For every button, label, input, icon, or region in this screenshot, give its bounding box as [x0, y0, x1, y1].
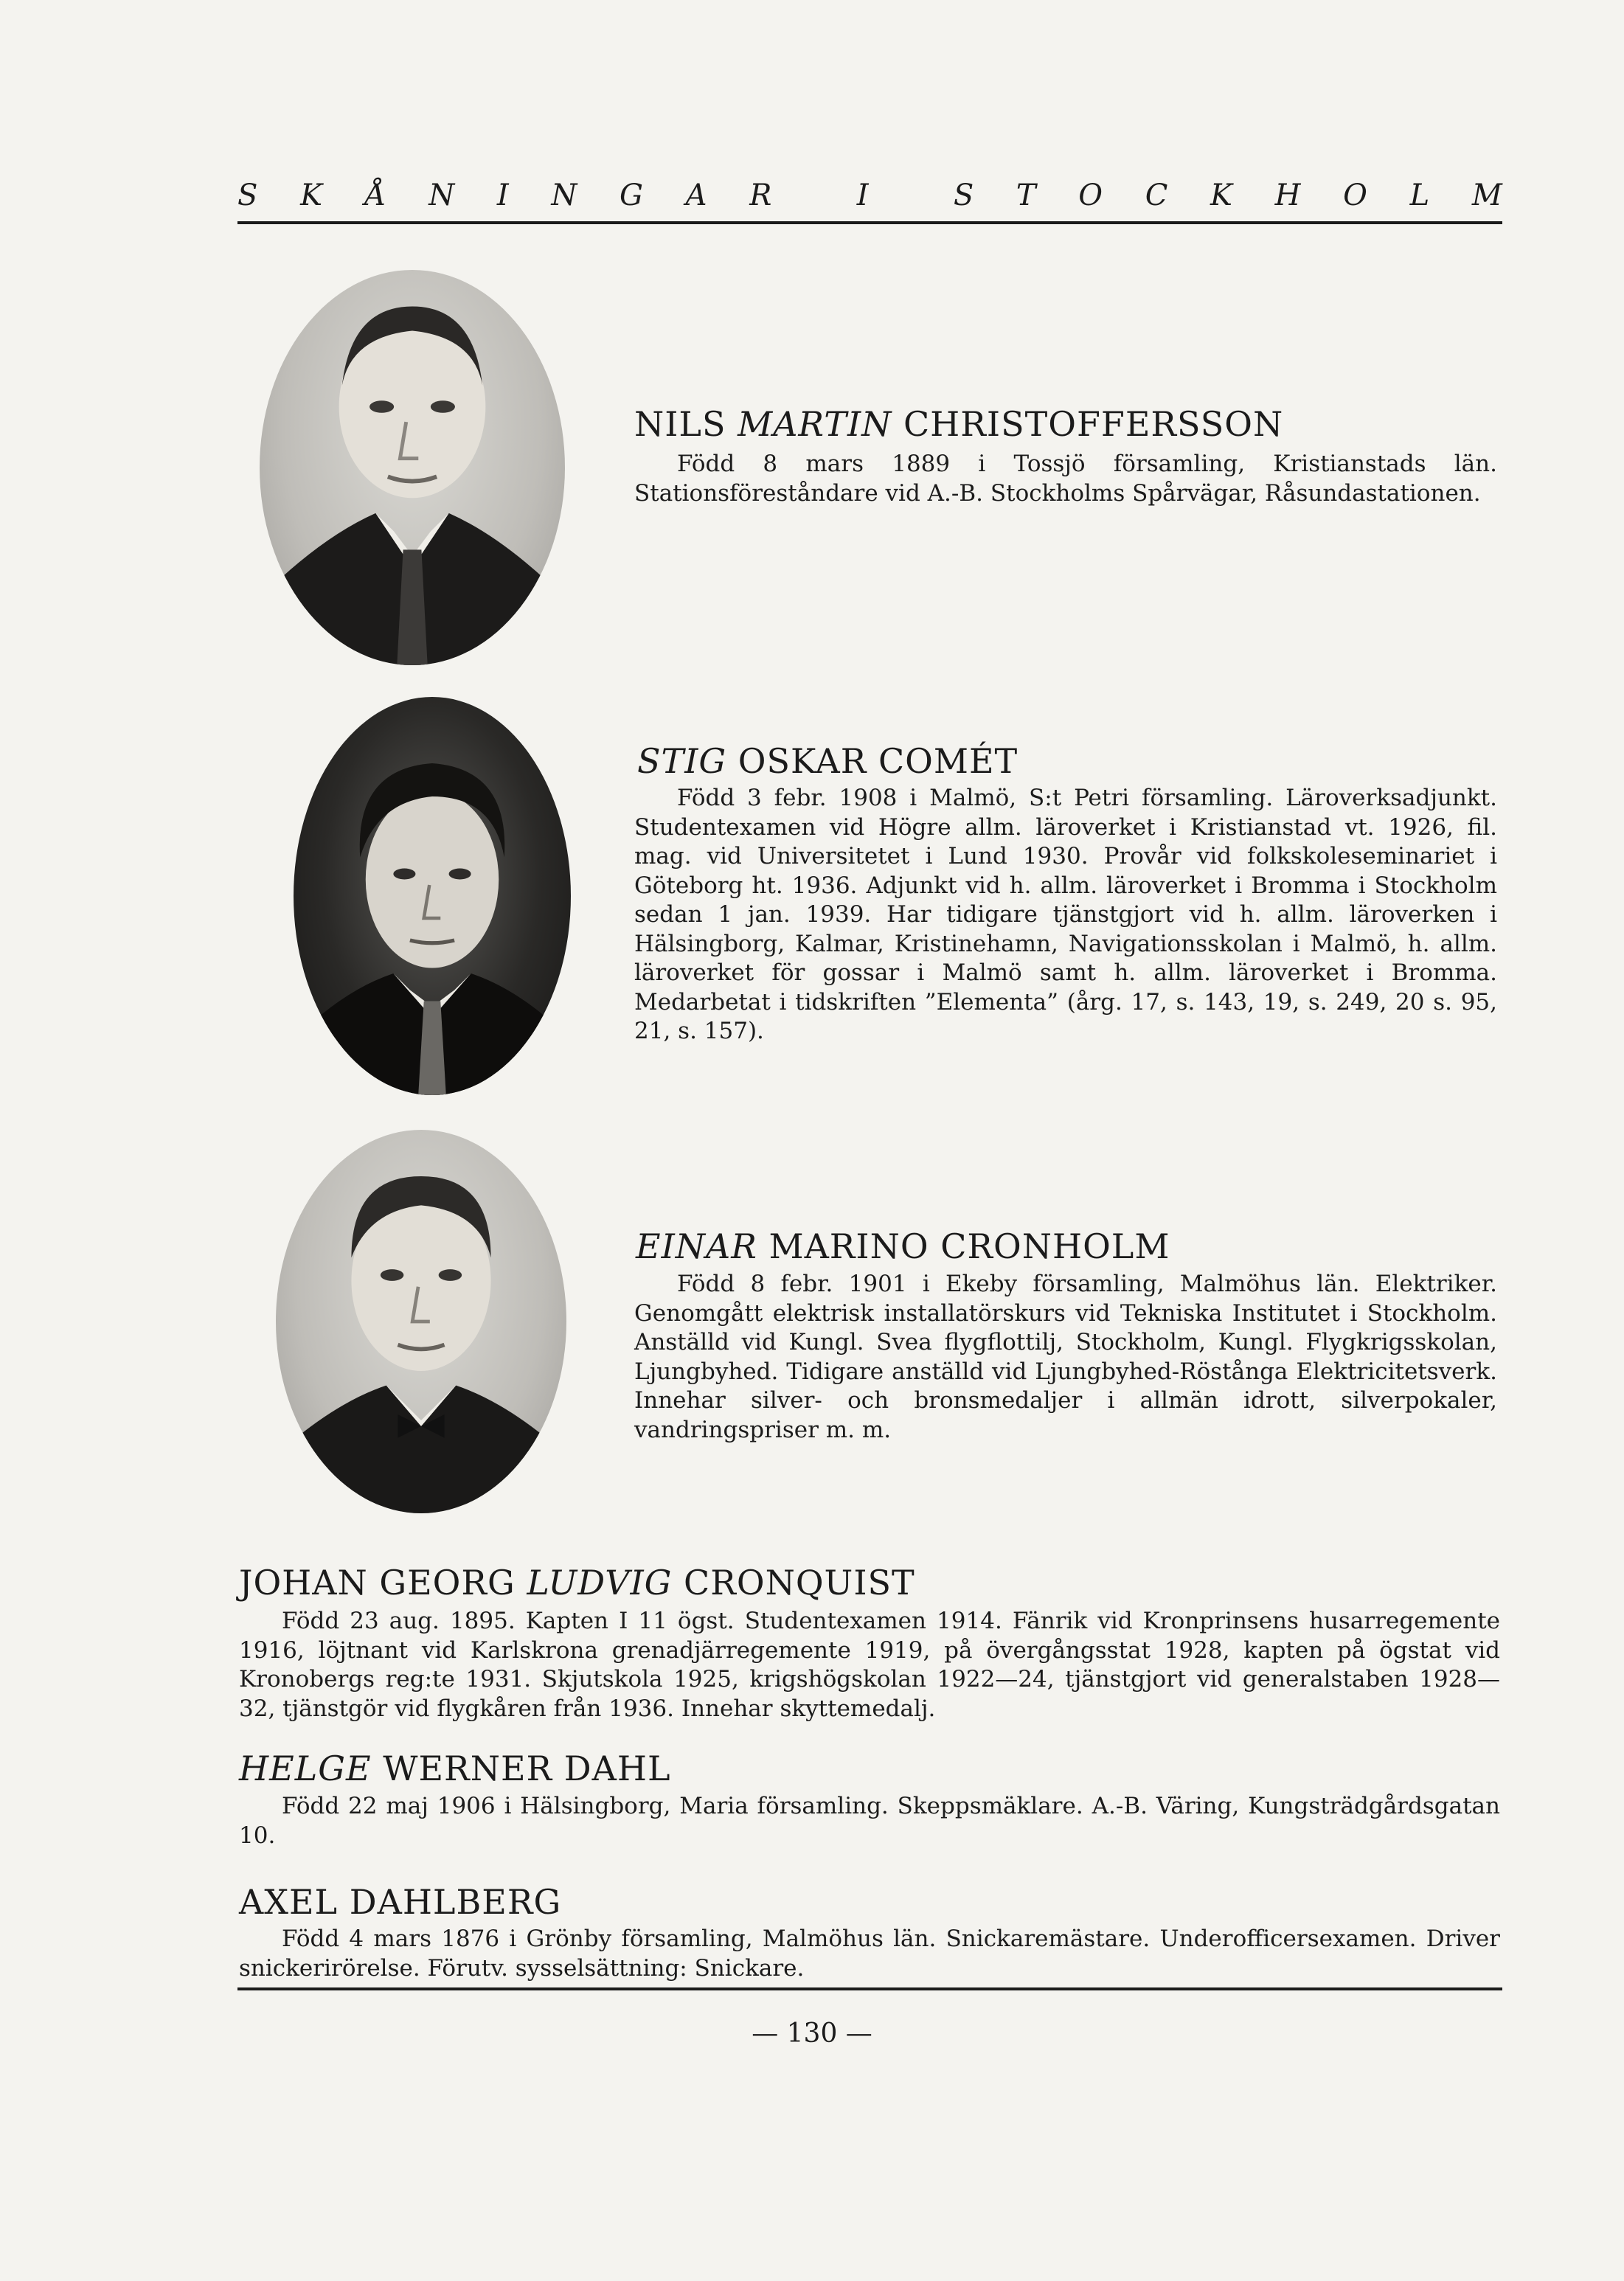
running-head-letter: I [496, 178, 509, 212]
entry-paragraph: Född 4 mars 1876 i Grönby församling, Malmöhus län. Snickaremästare. Underofficersexamen. Driver snickerirörelse. Förutv. sysselsättning: Snickare. [239, 1926, 1500, 1982]
name-part: OSKAR COMÉT [726, 741, 1019, 781]
running-head-letter: L [1409, 178, 1430, 212]
name-part: MARINO CRONHOLM [757, 1226, 1170, 1266]
running-head-letter: S [237, 178, 258, 212]
name-part: NILS [634, 404, 738, 444]
running-head-letter: Å [364, 178, 386, 212]
entry-text-christoffersson [634, 450, 1497, 508]
entry-name-dahlberg [239, 1882, 561, 1922]
running-head-letter: H [1274, 178, 1301, 212]
running-head-letter: M [1471, 178, 1502, 212]
entry-text-cronquist [239, 1607, 1500, 1723]
name-part-italic: EINAR [636, 1226, 757, 1266]
running-head-letter: C [1145, 178, 1168, 212]
entry-paragraph: Född 3 febr. 1908 i Malmö, S:t Petri församling. Läroverksadjunkt. Studentexamen vid Högre allm. läroverket i Kristianstad vt. 1926, fil. mag. vid Universitetet i Lund 1930. Provår vid folkskoleseminariet i Göteborg ht. 1936. Adjunkt vid h. allm. läroverket i Bromma i Stockholm sedan 1 jan. 1939. Har tidigare tjänstgjort vid h. allm. läroverken i Hälsingborg, Kalmar, Kristinehamn, Navigationsskolan i Malmö, h. allm. läroverket för gossar i Malmö samt h. allm. läroverket i Bromma. Medarbetat i tidskriften ”Elementa” (årg. 17, s. 143, 19, s. 249, 20 s. 95, 21, s. 157). [634, 785, 1497, 1044]
running-head-letter: A [685, 178, 707, 212]
running-head [237, 178, 1502, 212]
running-head-letter: S [953, 178, 974, 212]
running-head-letter: O [1078, 178, 1103, 212]
entry-text-comet [634, 784, 1497, 1046]
entry-paragraph: Född 8 febr. 1901 i Ekeby församling, Malmöhus län. Elektriker. Genomgått elektrisk installatörskurs vid Tekniska Institutet i Stockholm. Anställd vid Kungl. Svea flygflottilj, Stockholm, Kungl. Flygkrigsskolan, Ljungbyhed. Tidigare anställd vid Ljungbyhed-Röstånga Elektricitetsverk. Innehar silver- och bronsmedaljer i allmän idrott, silverpokaler, vandringspriser m. m. [634, 1271, 1497, 1443]
portrait-photo-christoffersson [260, 270, 565, 665]
footer-rule [237, 1987, 1502, 1990]
running-head-letter: I [856, 178, 869, 212]
running-head-letter: N [428, 178, 455, 212]
header-rule [237, 221, 1502, 224]
entry-name-cronholm [636, 1226, 1170, 1266]
entry-text-dahlberg [239, 1925, 1500, 1983]
name-part-italic: HELGE [239, 1749, 372, 1788]
name-part-italic: MARTIN [738, 404, 892, 444]
running-head-letter: G [620, 178, 643, 212]
entry-text-cronholm [634, 1270, 1497, 1445]
entry-paragraph: Född 8 mars 1889 i Tossjö församling, Kristianstads län. Stationsföreståndare vid A.-B. Stockholms Spårvägar, Råsundastationen. [634, 451, 1497, 507]
running-head-letter: N [551, 178, 577, 212]
entry-paragraph: Född 23 aug. 1895. Kapten I 11 ögst. Studentexamen 1914. Fänrik vid Kronprinsens husarregemente 1916, löjtnant vid Karlskrona grenadjärregemente 1919, på övergångsstat 1928, kapten på ögstat vid Kronobergs reg:te 1931. Skjutskola 1925, krigshögskolan 1922—24, tjänstgjort vid generalstaben 1928—32, tjänstgör vid flygkåren från 1936. Innehar skyttemedalj. [239, 1608, 1500, 1722]
name-part: CHRISTOFFERSSON [892, 404, 1284, 444]
entry-text-dahl [239, 1792, 1500, 1850]
entry-name-comet [637, 741, 1018, 781]
name-part-italic: STIG [637, 741, 727, 781]
name-part: AXEL DAHLBERG [239, 1882, 562, 1922]
name-part: JOHAN GEORG [239, 1563, 527, 1603]
portrait-photo-cronholm [276, 1130, 566, 1513]
running-head-letter: T [1016, 178, 1036, 212]
page-number: — 130 — [752, 2018, 872, 2049]
entry-name-dahl [239, 1749, 671, 1788]
portrait-photo-comet [294, 697, 571, 1095]
entry-paragraph: Född 22 maj 1906 i Hälsingborg, Maria församling. Skeppsmäklare. A.-B. Väring, Kungsträdgårdsgatan 10. [239, 1793, 1500, 1849]
entry-name-cronquist [239, 1563, 915, 1603]
name-part: CRONQUIST [672, 1563, 915, 1603]
running-head-letter: O [1343, 178, 1367, 212]
running-head-letter: R [749, 178, 772, 212]
running-head-letter: K [300, 178, 322, 212]
entry-name-christoffersson [634, 404, 1283, 444]
running-head-letter: K [1210, 178, 1232, 212]
name-part-italic: LUDVIG [527, 1563, 673, 1603]
name-part: WERNER DAHL [371, 1749, 671, 1788]
